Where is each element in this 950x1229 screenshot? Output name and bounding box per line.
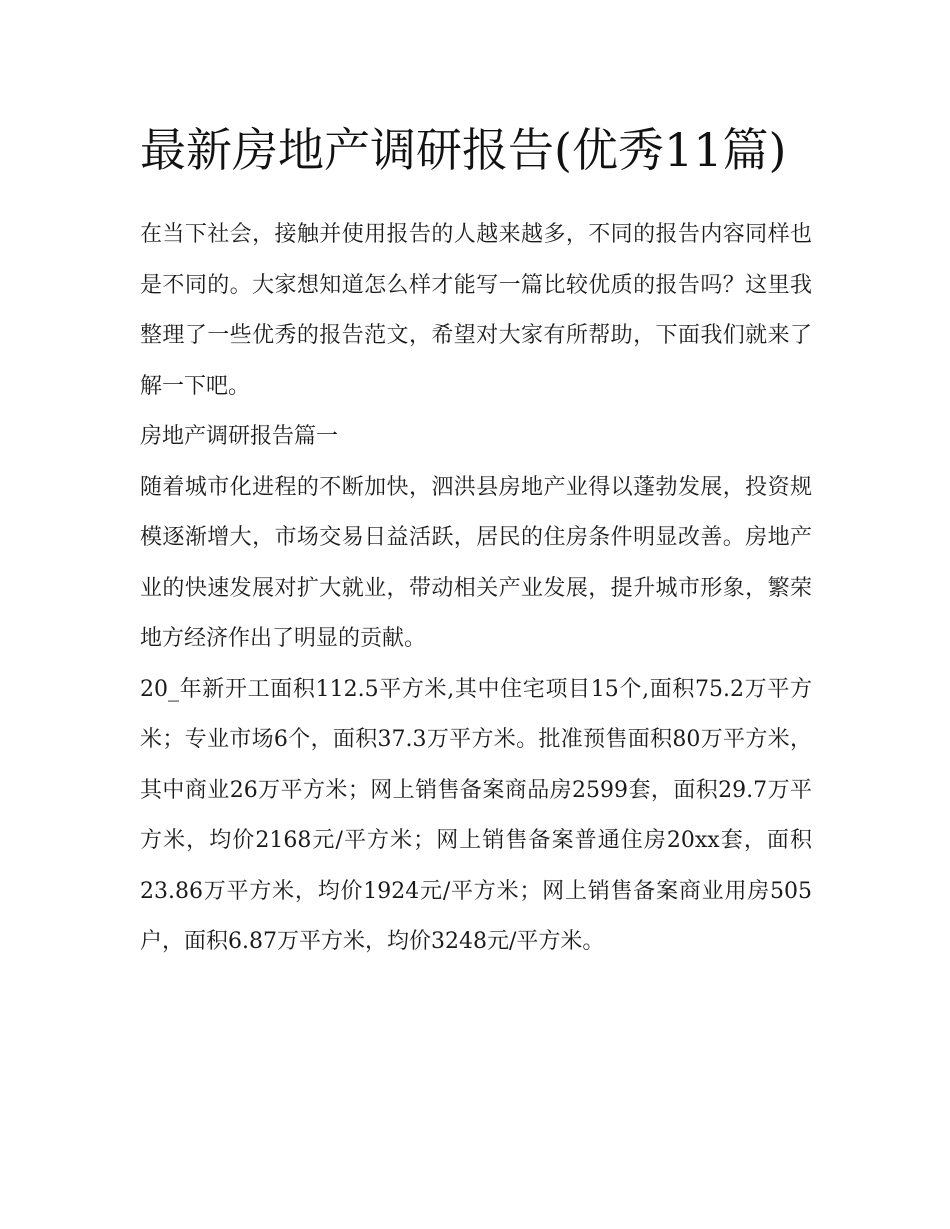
statistics-paragraph: 20_年新开工面积112.5平方米,其中住宅项目15个,面积75.2万平方米；专业市场6个，面积37.3万平方米。批准预售面积80万平方米，其中商业26万平方米；网上销售备案商品房2599套，面积29.7万平方米，均价2168元/平方米；网上销售备案普通住房20xx套，面积23.86万平方米，均价1924元/平方米；网上销售备案商业用房505户，面积6.87万平方米，均价3248元/平方米。: [140, 676, 812, 954]
document-title: 最新房地产调研报告(优秀11篇): [140, 123, 787, 177]
intro-paragraph: 在当下社会，接触并使用报告的人越来越多，不同的报告内容同样也是不同的。大家想知道怎么样才能写一篇比较优质的报告吗？这里我整理了一些优秀的报告范文，希望对大家有所帮助，下面我们就来了解一下吧。: [140, 222, 812, 399]
document-body: [140, 112, 812, 968]
section-heading: 房地产调研报告篇一: [140, 424, 339, 449]
body-paragraph: 随着城市化进程的不断加快，泗洪县房地产业得以蓬勃发展，投资规模逐渐增大，市场交易日益活跃，居民的住房条件明显改善。房地产业的快速发展对扩大就业，带动相关产业发展，提升城市形象，繁荣地方经济作出了明显的贡献。: [140, 474, 812, 651]
